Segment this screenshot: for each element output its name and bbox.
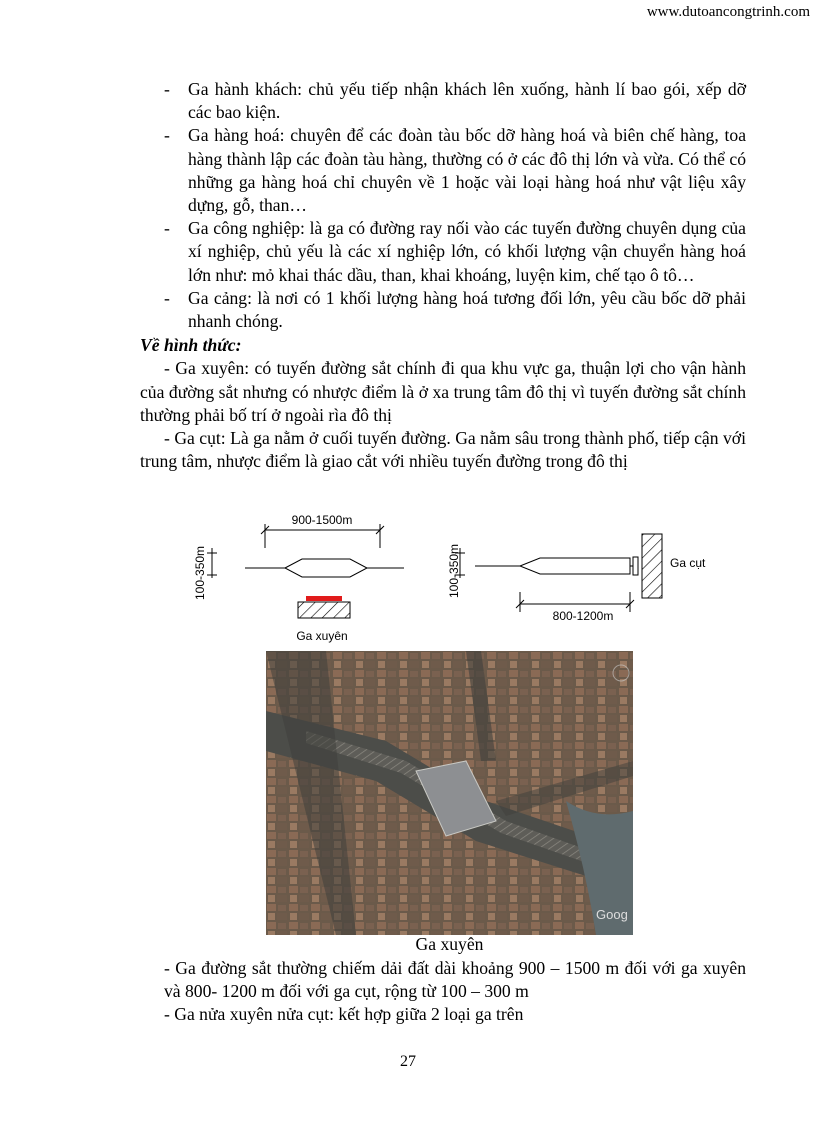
page-number: 27 xyxy=(400,1053,416,1070)
through-station-platform xyxy=(285,559,367,577)
through-station-diagram xyxy=(193,513,404,643)
deadend-station-label: Ga cụt xyxy=(670,556,706,570)
deadend-length-label: 800-1200m xyxy=(552,609,614,623)
aerial-photo xyxy=(266,651,633,935)
list-item xyxy=(140,287,746,333)
through-station-building-roof xyxy=(306,596,342,601)
section-title: Về hình thức xyxy=(140,335,236,356)
section-heading xyxy=(140,334,746,357)
section-title-suffix: : xyxy=(235,335,242,356)
list-item xyxy=(140,124,746,217)
photo-caption: Ga xuyên xyxy=(415,934,484,954)
deadend-width-label: 100-350m xyxy=(447,543,461,598)
bullet-dash: - xyxy=(164,79,170,99)
list-item-text: Ga cảng: là nơi có 1 khối lượng hàng hoá tương đối lớn, yêu cầu bốc dỡ phải nhanh chóng. xyxy=(188,287,746,332)
paragraph-land-strip: - Ga đường sắt thường chiếm dải đất dài khoảng 900 – 1500 m đối với ga xuyên và 800- 1200 m đối với ga cụt, rộng từ 100 – 300 m xyxy=(164,958,746,1002)
deadend-station-building xyxy=(642,534,662,598)
bullet-dash: - xyxy=(164,125,170,146)
through-station-building xyxy=(298,602,350,618)
paragraph-ga-cut: - Ga cụt: Là ga nằm ở cuối tuyến đường. Ga nằm sâu trong thành phố, tiếp cận với trung tâm, nhược điểm là giao cắt với nhiều tuyến đường trong đô thị xyxy=(140,428,746,472)
station-type-list xyxy=(140,78,746,333)
list-item-text: Ga hành khách: chủ yếu tiếp nhận khách lên xuống, hành lí bao gói, xếp dỡ các bao kiện. xyxy=(188,79,746,123)
through-width-label: 100-350m xyxy=(193,545,207,600)
through-length-label: 900-1500m xyxy=(291,513,353,527)
station-layout-diagram xyxy=(190,512,730,652)
list-item-text: Ga hàng hoá: chuyên để các đoàn tàu bốc dỡ hàng hoá và biên chế hàng, toa hàng thành lập các đoàn tàu hàng, thường có ở các đô thị lớn và vừa. Có thể có những ga hàng hoá chỉ chuyên về 1 hoặc vài loại hàng hoá như vật liệu xây dựng, gỗ, than… xyxy=(188,125,746,216)
list-item xyxy=(140,78,746,124)
buffer-stop xyxy=(633,557,638,575)
main-content xyxy=(140,78,746,473)
paragraph-ga-xuyen: - Ga xuyên: có tuyến đường sắt chính đi qua khu vực ga, thuận lợi cho vận hành của đường sắt nhưng có nhược điểm là ở xa trung tâm đô thị vì tuyến đường sắt chính thường phải bố trí ở ngoài rìa đô thị xyxy=(140,358,746,425)
map-watermark: Goog xyxy=(596,907,628,922)
list-item-text: Ga công nghiệp: là ga có đường ray nối vào các tuyến đường chuyên dụng của xí nghiệp, chủ yếu là các xí nghiệp lớn, có khối lượng vận chuyển hàng hoá lớn như: mỏ khai thác dầu, than, khai khoáng, luyện kim, chế tạo ô tô… xyxy=(188,218,746,285)
bullet-dash: - xyxy=(164,287,170,308)
bottom-text xyxy=(164,957,746,1027)
through-station-label: Ga xuyên xyxy=(296,629,348,643)
deadend-station-platform xyxy=(520,558,630,574)
list-item xyxy=(140,217,746,287)
bullet-dash: - xyxy=(164,218,170,239)
deadend-station-diagram xyxy=(447,534,706,623)
paragraph-half-through: - Ga nửa xuyên nửa cụt: kết hợp giữa 2 loại ga trên xyxy=(164,1004,524,1025)
header-url: www.dutoancongtrinh.com xyxy=(646,4,810,20)
